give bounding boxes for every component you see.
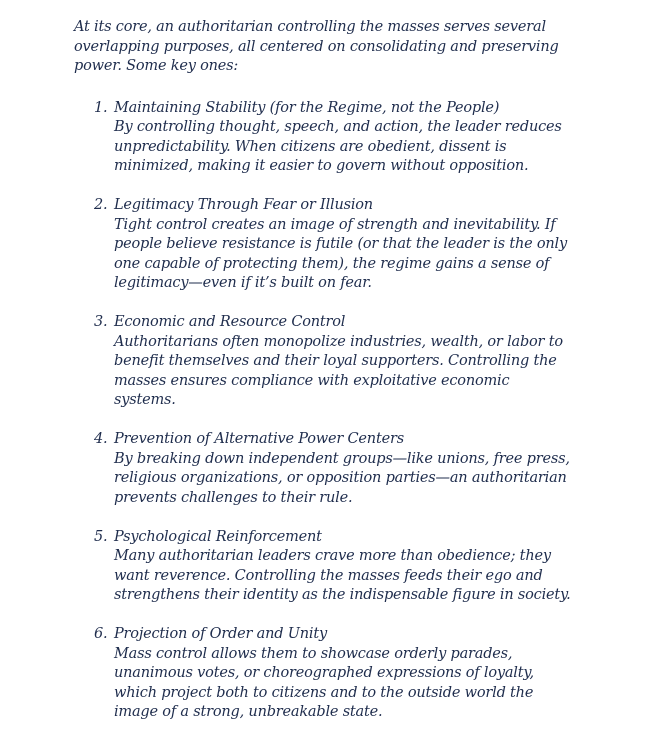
list-item-number: 3. (94, 314, 108, 330)
list-item-title: Psychological Reinforcement (114, 528, 322, 545)
list-item-number: 4. (94, 431, 108, 447)
list-item-title: Prevention of Alternative Power Centers (114, 431, 404, 447)
list-item (74, 625, 594, 723)
list-item-title: Legitimacy Through Fear or Illusion (114, 197, 373, 213)
list-item-body: By breaking down independent groups—like unions, free press, religious organizations, or opposition parties—an authoritarian prevents challenges to their rule. (114, 450, 570, 506)
purposes-list (74, 99, 594, 723)
list-item-number: 6. (94, 626, 108, 642)
list-item-number: 2. (94, 197, 108, 213)
list-item-title: Projection of Order and Unity (114, 626, 327, 642)
list-item-body: Many authoritarian leaders crave more than obedience; they want reverence. Controlling the masses feeds their ego and strengthens their identity as the indispensable figure in society. (114, 548, 571, 603)
list-item (74, 313, 594, 411)
list-item (74, 99, 594, 177)
list-item-body: Mass control allows them to showcase orderly parades, unanimous votes, or choreographed expressions of loyalty, which project both to citizens and to the outside world the image of a strong, unbreakable state. (114, 645, 534, 720)
document-body (74, 18, 594, 742)
list-item-number: 5. (94, 528, 108, 545)
list-item-body: Tight control creates an image of strength and inevitability. If people believe resistance is futile (or that the leader is the only one capable of protecting them), the regime gains a sense of legitimacy—even if it’s built on fear. (114, 216, 567, 291)
list-item-number: 1. (94, 99, 108, 116)
list-item-title: Economic and Resource Control (114, 314, 346, 330)
list-item (74, 196, 594, 294)
list-item-body: By controlling thought, speech, and action, the leader reduces unpredictability. When citizens are obedient, dissent is minimized, making it easier to govern without opposition. (114, 119, 562, 174)
intro-paragraph: At its core, an authoritarian controlling the masses serves several overlapping purposes, all centered on consolidating and preserving power. Some key ones: (74, 19, 559, 74)
list-item (74, 528, 594, 606)
list-item-body: Authoritarians often monopolize industries, wealth, or labor to benefit themselves and their loyal supporters. Controlling the masses ensures compliance with exploitative economic systems. (114, 333, 563, 408)
list-item-title: Maintaining Stability (for the Regime, not the People) (114, 99, 500, 116)
list-item (74, 430, 594, 508)
